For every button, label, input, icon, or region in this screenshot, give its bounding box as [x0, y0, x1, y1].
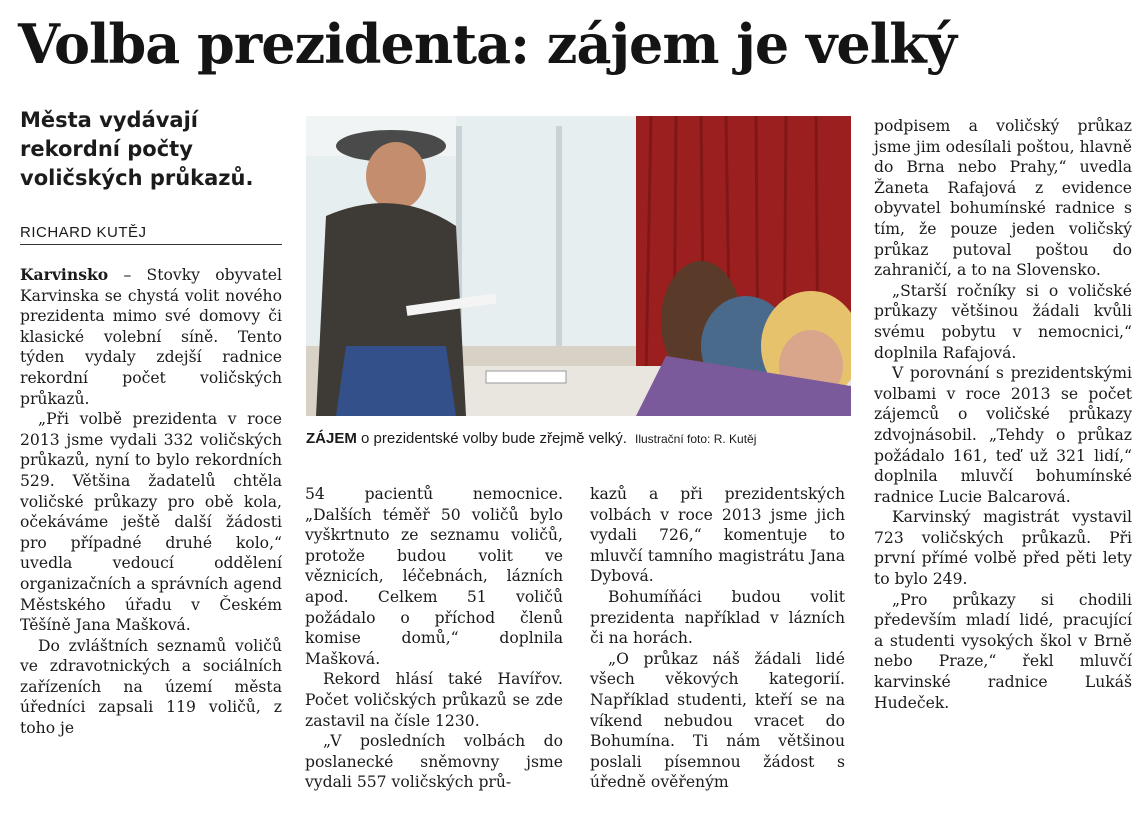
- photo-caption: [306, 430, 851, 447]
- paragraph: kazů a při prezidentských volbách v roce 2013 jsme jich vydali 726,“ komentuje to mluvčí tamního magistrátu Jana Dybová.: [590, 485, 845, 586]
- paragraph: podpisem a voličský průkaz jsme jim odesílali poštou, hlavně do Brna nebo Prahy,“ uvedla Žaneta Rafajová z evidence obyvatel bohumínské radnice s tím, že pouze jeden voličský průkaz putoval poštou do zahraničí, a to na Slovensko.: [874, 117, 1132, 280]
- article-column-4: [874, 116, 1132, 713]
- paragraph: Karvinský magistrát vystavil 723 voličských průkazů. Při první přímé volbě před pěti lety to bylo 249.: [874, 508, 1132, 589]
- subheadline: Města vydávají rekordní počty voličských průkazů.: [20, 108, 254, 190]
- paragraph: „Starší ročníky si o voličské průkazy většinou žádali kvůli svému pobytu v nemocnici,“ doplnila Rafajová.: [874, 281, 1132, 362]
- paragraph: Rekord hlásí také Havířov. Počet voličských průkazů se zde zastavil na čísle 1230.: [305, 670, 563, 730]
- headline: Volba prezidenta: zájem je velký: [18, 12, 957, 76]
- photo-credit: Ilustrační foto: R. Kutěj: [634, 432, 757, 446]
- paragraph: V porovnání s prezidentskými volbami v roce 2013 se počet zájemců o voličské průkazy zdvojnásobil. „Tehdy o průkaz požádalo 161, teď už 321 lidí,“ doplnila mluvčí bohumínské radnice Lucie Balcarová.: [874, 364, 1132, 506]
- paragraph: „O průkaz náš žádali lidé všech věkových kategorií. Například studenti, kteří se na víkend nebudou vracet do Bohumína. Ti nám většinou poslali písemnou žádost s úředně ověřeným: [590, 649, 845, 792]
- article-photo: [306, 116, 851, 416]
- article-column-2: [305, 484, 563, 793]
- paragraph: Do zvláštních seznamů voličů ve zdravotnických a sociálních zařízeních na území města úředníci zapsali 119 voličů, z toho je: [20, 636, 282, 738]
- photo-illustration: [306, 116, 851, 416]
- paragraph: „Při volbě prezidenta v roce 2013 jsme vydali 332 voličských průkazů, nyní to bylo rekordních 529. Většina žadatelů chtěla voličské průkazy pro obě kola, očekáváme ještě další žádosti pro případné druhé kolo,“ uvedla vedoucí oddělení organizačních a správních agend Městského úřadu v Českém Těšíně Jana Mašková.: [20, 410, 282, 635]
- paragraph: „Pro průkazy si chodili především mladí lidé, pracující a studenti vysokých škol v Brně nebo Praze,“ řekl mluvčí karvinské radnice Lukáš Hudeček.: [874, 590, 1132, 712]
- article-column-1: [20, 265, 282, 739]
- byline: RICHARD KUTĚJ: [20, 224, 282, 245]
- paragraph: 54 pacientů nemocnice. „Dalších téměř 50 voličů bylo vyškrtnuto ze seznamu voličů, protože budou volit ve věznicích, léčebnách, lázních apod. Celkem 51 voličů požádalo o příchod členů komise domů,“ doplnila Mašková.: [305, 485, 563, 668]
- caption-lead: ZÁJEM: [306, 430, 357, 447]
- dateline: Karvinsko: [20, 265, 109, 284]
- paragraph: Bohumíňáci budou volit prezidenta například v lázních či na horách.: [590, 587, 845, 648]
- caption-text: o prezidentské volby bude zřejmě velký.: [356, 430, 627, 447]
- paragraph-text: – Stovky obyvatel Karvinska se chystá volit nového prezidenta mimo své domovy či klasické volební síně. Tento týden vydaly zdejší radnice rekordní počet voličských průkazů.: [20, 266, 282, 408]
- paragraph: [20, 265, 282, 409]
- article-column-3: [590, 484, 845, 793]
- paragraph: „V posledních volbách do poslanecké sněmovny jsme vydali 557 voličských prů-: [305, 732, 563, 792]
